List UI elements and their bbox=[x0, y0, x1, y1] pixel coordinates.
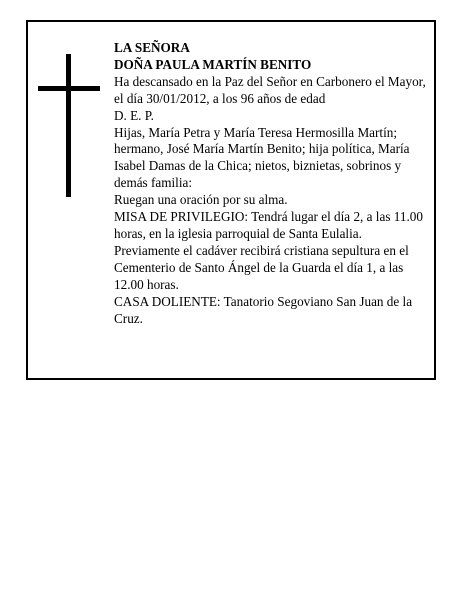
family-list: Hijas, María Petra y María Teresa Hermosilla Martín; hermano, José María Martín Benito; hija política, María Isabel Damas de la Chica; nietos, biznietas, sobrinos y demás familia: bbox=[114, 124, 410, 191]
cross-vertical-bar bbox=[66, 54, 71, 197]
burial-info: Previamente el cadáver recibirá cristiana sepultura en el Cementerio de Santo Ángel de la Guarda el día 1, a las 12.00 horas. bbox=[114, 242, 409, 292]
obituary-notice bbox=[26, 20, 436, 380]
mass-info: MISA DE PRIVILEGIO: Tendrá lugar el día 2, a las 11.00 horas, en la iglesia parroquial de Santa Eulalia. bbox=[114, 209, 423, 241]
notice-text bbox=[114, 40, 426, 327]
cross-horizontal-bar bbox=[38, 86, 100, 91]
deceased-name: DOÑA PAULA MARTÍN BENITO bbox=[114, 56, 312, 72]
dep-line: D. E. P. bbox=[114, 107, 154, 123]
prayer-request: Ruegan una oración por su alma. bbox=[114, 192, 288, 208]
mourning-home: CASA DOLIENTE: Tanatorio Segoviano San Juan de la Cruz. bbox=[114, 293, 413, 326]
notice-title: LA SEÑORA bbox=[114, 40, 190, 55]
death-statement: Ha descansado en la Paz del Señor en Carbonero el Mayor, el día 30/01/2012, a los 96 años de edad bbox=[114, 73, 426, 106]
